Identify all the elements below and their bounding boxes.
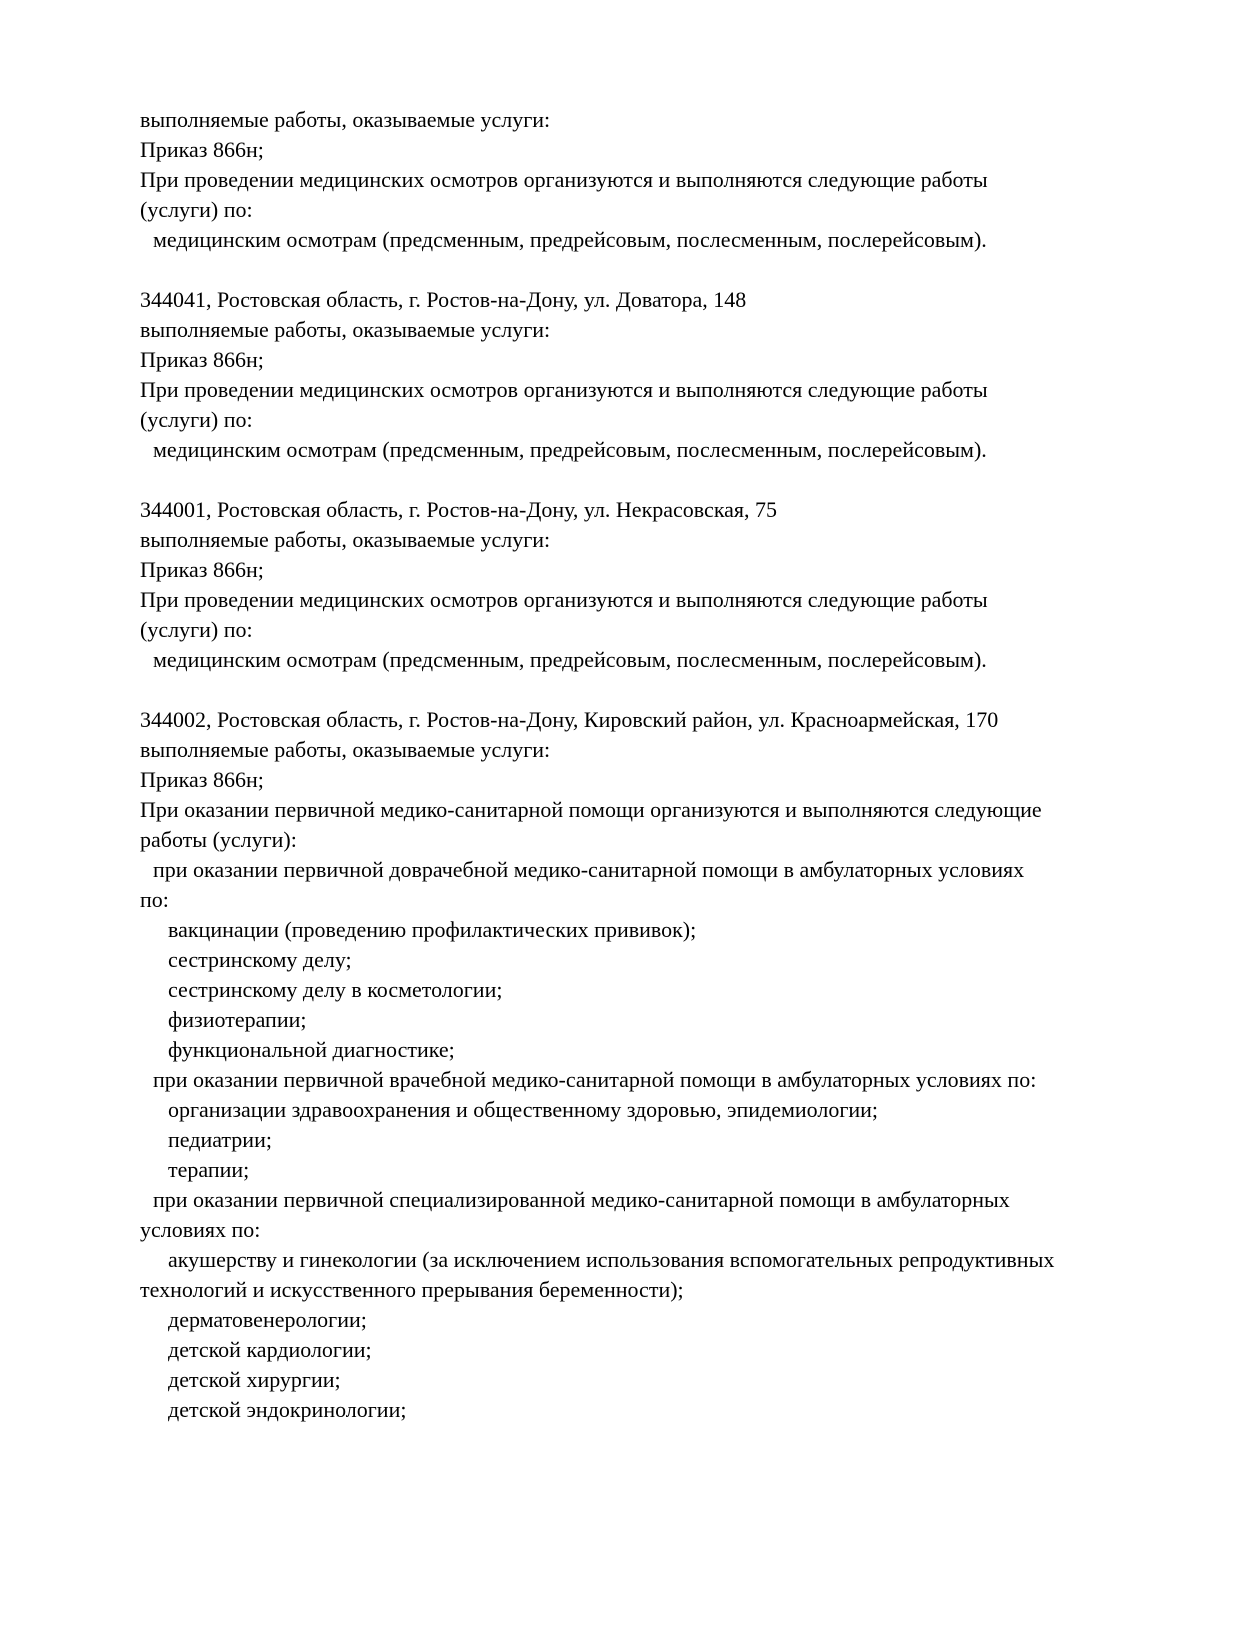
- text-line: сестринскому делу в косметологии;: [168, 977, 503, 1002]
- text-line: организации здравоохранения и общественному здоровью, эпидемиологии;: [168, 1097, 879, 1122]
- license-section: [140, 495, 1200, 675]
- text-line: При проведении медицинских осмотров организуются и выполняются следующие работы: [140, 587, 988, 612]
- text-line: детской хирургии;: [168, 1367, 341, 1392]
- license-section: [140, 285, 1200, 465]
- text-line: Приказ 866н;: [140, 767, 264, 792]
- text-line: медицинским осмотрам (предсменным, предрейсовым, послесменным, послерейсовым).: [153, 437, 987, 462]
- text-line: функциональной диагностике;: [168, 1037, 455, 1062]
- text-line: При проведении медицинских осмотров организуются и выполняются следующие работы: [140, 377, 988, 402]
- text-line: (услуги) по:: [140, 407, 253, 432]
- text-line: при оказании первичной специализированной медико-санитарной помощи в амбулаторных: [153, 1187, 1010, 1212]
- text-line: детской эндокринологии;: [168, 1397, 407, 1422]
- license-section: [140, 105, 1200, 255]
- text-line: выполняемые работы, оказываемые услуги:: [140, 737, 551, 762]
- text-line: Приказ 866н;: [140, 557, 264, 582]
- text-line: физиотерапии;: [168, 1007, 307, 1032]
- text-line: Приказ 866н;: [140, 347, 264, 372]
- text-line: педиатрии;: [168, 1127, 272, 1152]
- text-line: (услуги) по:: [140, 617, 253, 642]
- address-line: 344001, Ростовская область, г. Ростов-на-Дону, ул. Некрасовская, 75: [140, 497, 778, 522]
- address-line: 344002, Ростовская область, г. Ростов-на-Дону, Кировский район, ул. Красноармейская, 170: [140, 707, 999, 732]
- text-line: дерматовенерологии;: [168, 1307, 367, 1332]
- text-line: вакцинации (проведению профилактических прививок);: [168, 917, 697, 942]
- text-line: При проведении медицинских осмотров организуются и выполняются следующие работы: [140, 167, 988, 192]
- text-line: при оказании первичной доврачебной медико-санитарной помощи в амбулаторных условиях: [153, 857, 1025, 882]
- text-line: сестринскому делу;: [168, 947, 352, 972]
- text-line: выполняемые работы, оказываемые услуги:: [140, 527, 551, 552]
- text-line: При оказании первичной медико-санитарной помощи организуются и выполняются следующие: [140, 797, 1042, 822]
- text-line: технологий и искусственного прерывания беременности);: [140, 1277, 684, 1302]
- address-line: 344041, Ростовская область, г. Ростов-на-Дону, ул. Доватора, 148: [140, 287, 747, 312]
- text-line: акушерству и гинекологии (за исключением использования вспомогательных репродуктивных: [168, 1247, 1055, 1272]
- text-line: терапии;: [168, 1157, 250, 1182]
- text-line: выполняемые работы, оказываемые услуги:: [140, 317, 551, 342]
- text-line: при оказании первичной врачебной медико-санитарной помощи в амбулаторных условиях по:: [153, 1067, 1037, 1092]
- text-line: работы (услуги):: [140, 827, 297, 852]
- text-line: по:: [140, 887, 169, 912]
- text-line: детской кардиологии;: [168, 1337, 372, 1362]
- text-line: условиях по:: [140, 1217, 261, 1242]
- text-line: (услуги) по:: [140, 197, 253, 222]
- text-line: Приказ 866н;: [140, 137, 264, 162]
- text-line: выполняемые работы, оказываемые услуги:: [140, 107, 551, 132]
- license-section: [140, 705, 1200, 1425]
- text-line: медицинским осмотрам (предсменным, предрейсовым, послесменным, послерейсовым).: [153, 227, 987, 252]
- text-line: медицинским осмотрам (предсменным, предрейсовым, послесменным, послерейсовым).: [153, 647, 987, 672]
